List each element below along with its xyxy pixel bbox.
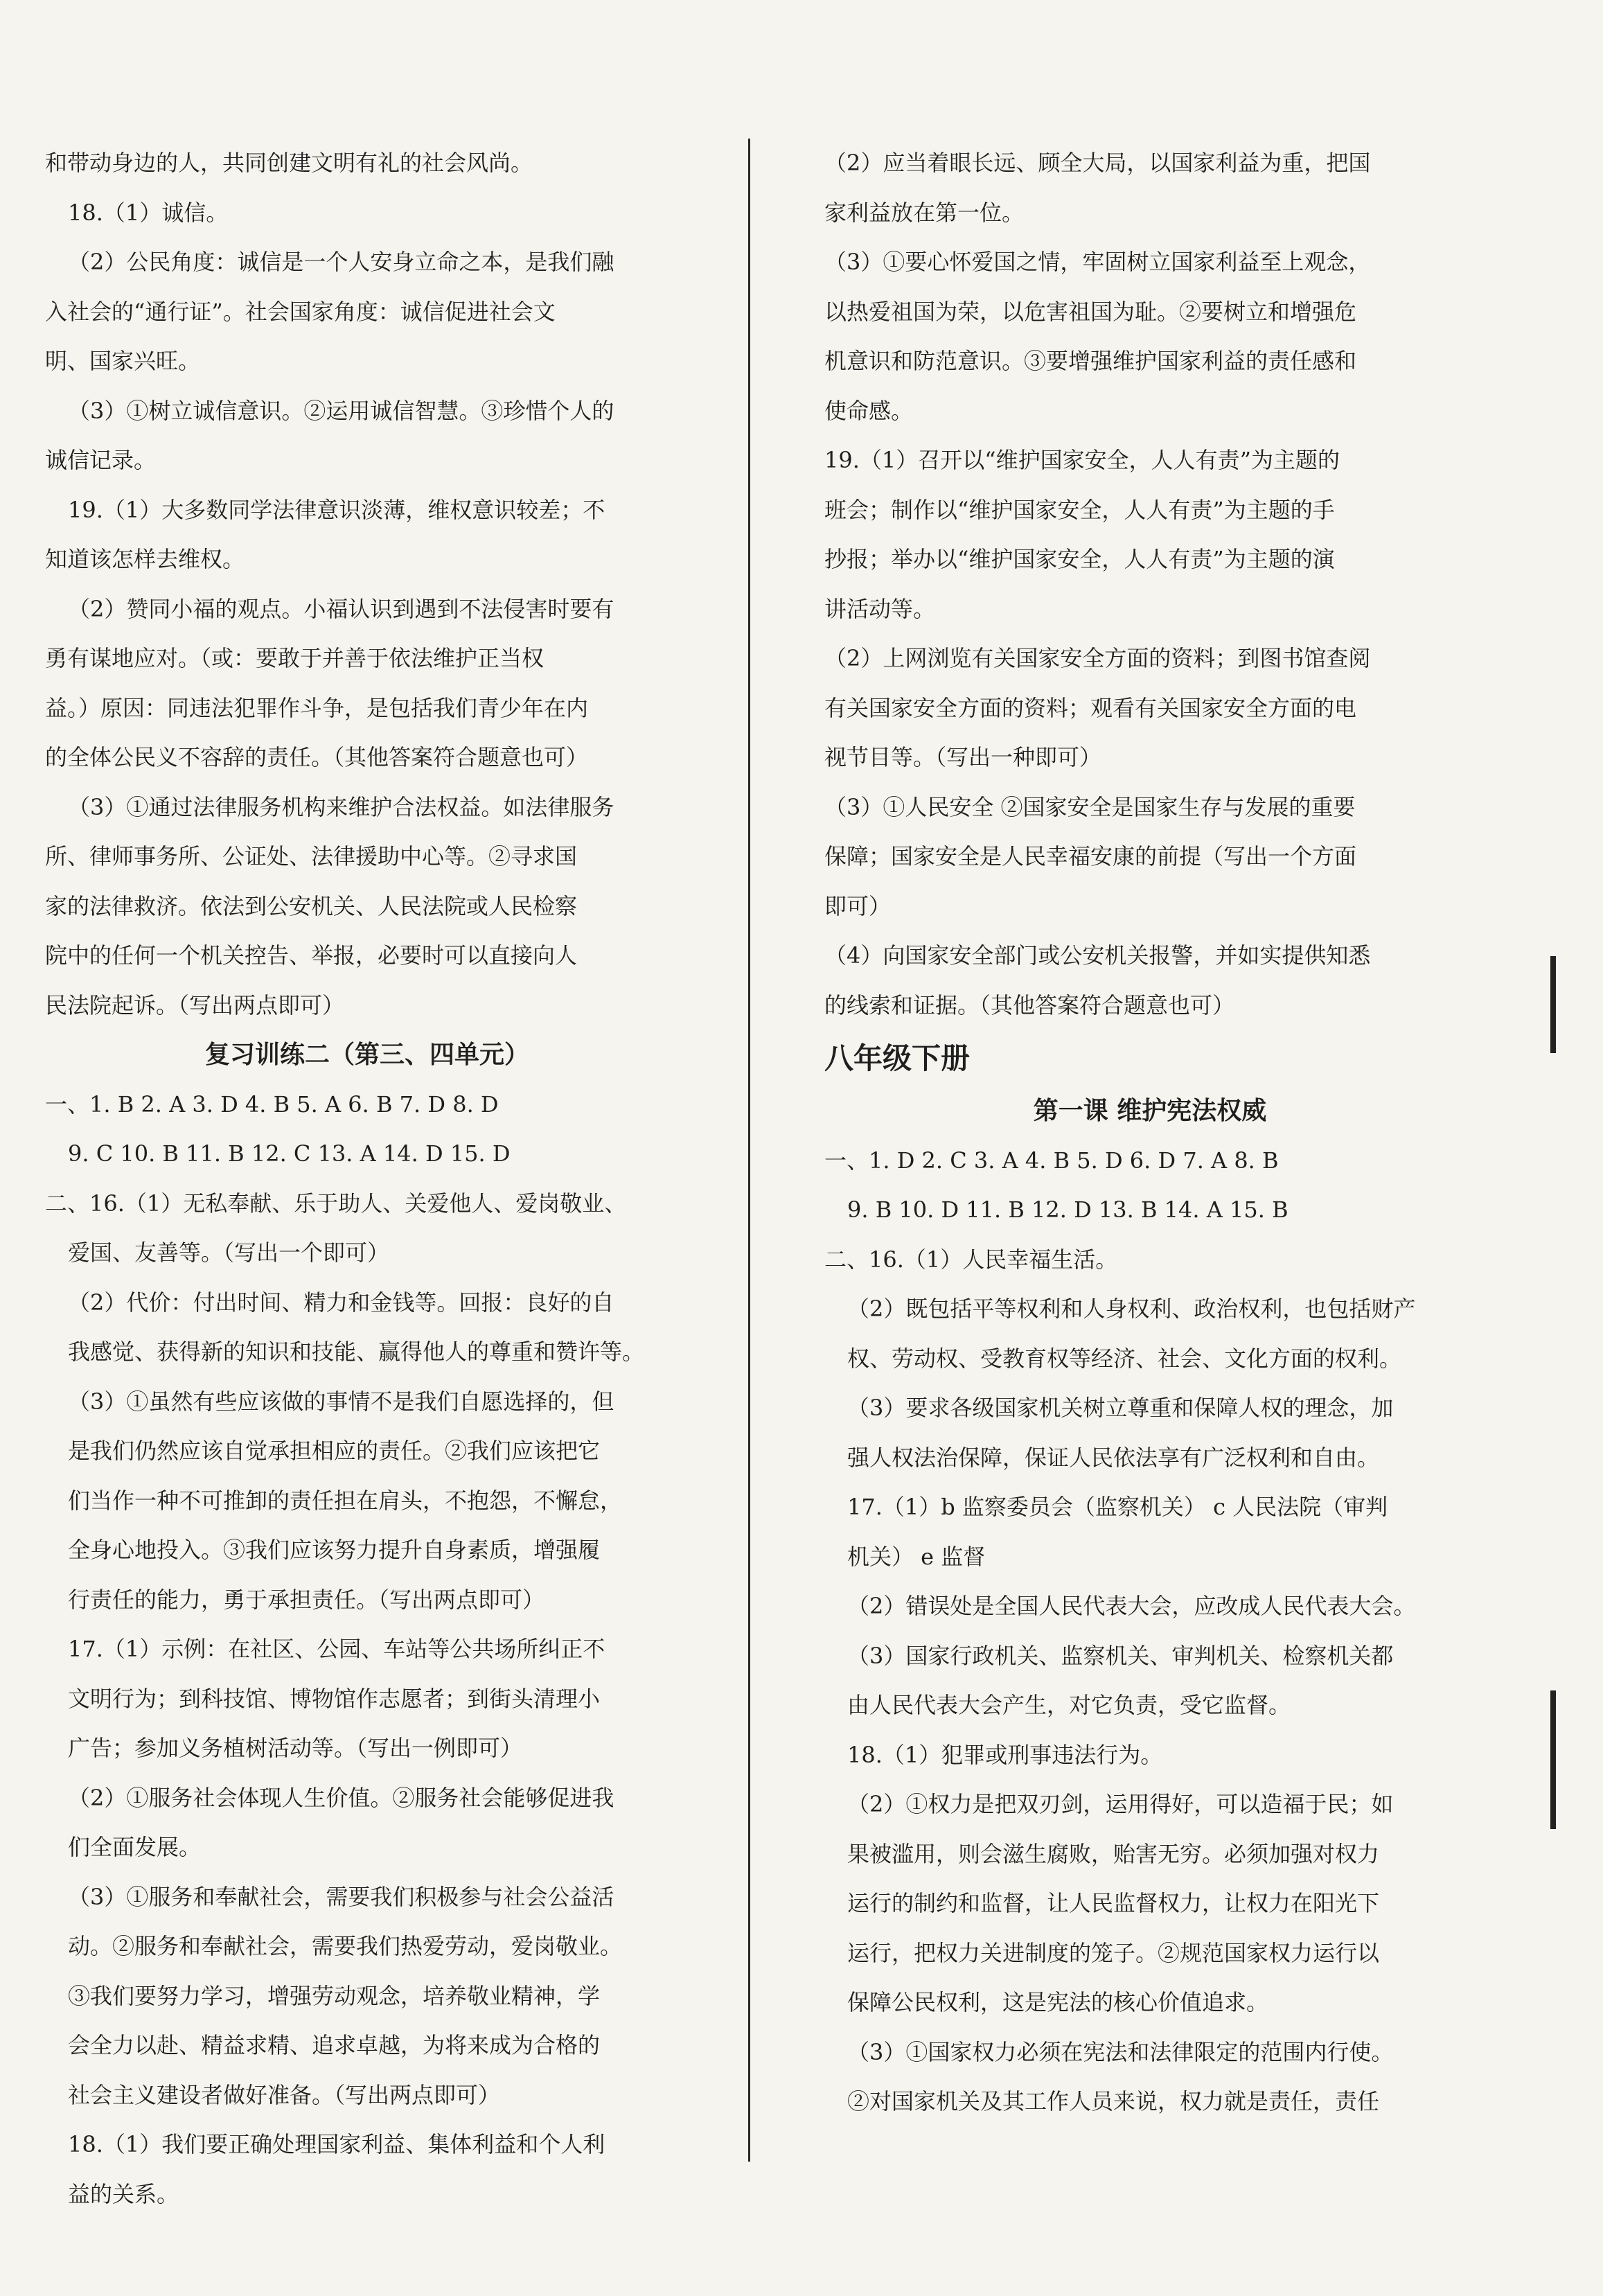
left-text-line: 17.（1）示例：在社区、公园、车站等公共场所纠正不 [68, 1636, 605, 1662]
left-text-line: （2）赞同小福的观点。小福认识到遇到不法侵害时要有 [68, 595, 614, 622]
left-text-line: （2）公民角度：诚信是一个人安身立命之本，是我们融 [68, 249, 614, 275]
left-text-line: （3）①服务和奉献社会，需要我们积极参与社会公益活 [68, 1883, 614, 1910]
left-text-line: （3）①通过法律服务机构来维护合法权益。如法律服务 [68, 793, 614, 820]
right-text-line: 保障；国家安全是人民幸福安康的前提（写出一个方面 [824, 843, 1357, 869]
right-column [824, 139, 1476, 2127]
right-text-line: 保障公民权利，这是宪法的核心价值追求。 [847, 1989, 1269, 2015]
column-divider [748, 139, 750, 2162]
right-section-heading: 第一课 维护宪法权威 [1033, 1097, 1267, 1125]
left-text-line: 18.（1）我们要正确处理国家利益、集体利益和个人利 [68, 2131, 605, 2157]
right-text-line: ②对国家机关及其工作人员来说，权力就是责任，责任 [847, 2088, 1380, 2114]
right-grade-heading: 八年级下册 [824, 1041, 971, 1075]
left-text-line: 社会主义建设者做好准备。（写出两点即可） [68, 2081, 501, 2108]
right-text-line: （2）既包括平等权利和人身权利、政治权利，也包括财产 [847, 1296, 1416, 1322]
left-text-line: 益。）原因：同违法犯罪作斗争，是包括我们青少年在内 [45, 694, 589, 721]
right-text-line: 机意识和防范意识。③要增强维护国家利益的责任感和 [824, 348, 1357, 374]
right-text-line: 果被滥用，则会滋生腐败，贻害无穷。必须加强对权力 [847, 1840, 1380, 1867]
left-text-line: （3）①虽然有些应该做的事情不是我们自愿选择的，但 [68, 1388, 614, 1415]
scan-edge-mark [1550, 1690, 1556, 1829]
left-text-line: 和带动身边的人，共同创建文明有礼的社会风尚。 [45, 150, 533, 176]
right-text-line: 一、1. D 2. C 3. A 4. B 5. D 6. D 7. A 8. B [824, 1147, 1279, 1174]
right-text-line: 二、16.（1）人民幸福生活。 [824, 1246, 1118, 1273]
right-text-line: 17.（1）b 监察委员会（监察机关） c 人民法院（审判 [847, 1494, 1388, 1520]
left-text-line: 19.（1）大多数同学法律意识淡薄，维权意识较差；不 [68, 496, 605, 523]
right-text-line: 抄报；举办以“维护国家安全，人人有责”为主题的演 [824, 546, 1335, 572]
right-text-line: （3）要求各级国家机关树立尊重和保障人权的理念，加 [847, 1395, 1394, 1421]
left-text-line: 一、1. B 2. A 3. D 4. B 5. A 6. B 7. D 8. D [45, 1090, 499, 1118]
left-text-line: 9. C 10. B 11. B 12. C 13. A 14. D 15. D [68, 1140, 511, 1167]
left-text-line: 们全面发展。 [68, 1834, 202, 1860]
left-text-line: 是我们仍然应该自觉承担相应的责任。②我们应该把它 [68, 1438, 601, 1464]
left-text-line: 动。②服务和奉献社会，需要我们热爱劳动，爱岗敬业。 [68, 1933, 623, 1959]
left-text-line: 文明行为；到科技馆、博物馆作志愿者；到街头清理小 [68, 1685, 601, 1712]
left-section-heading: 复习训练二（第三、四单元） [204, 1041, 529, 1069]
left-text-line: 二、16.（1）无私奉献、乐于助人、关爱他人、爱岗敬业、 [45, 1190, 627, 1217]
left-text-line: 全身心地投入。③我们应该努力提升自身素质，增强履 [68, 1537, 601, 1563]
left-column [45, 139, 689, 2219]
left-text-line: 们当作一种不可推卸的责任担在肩头，不抱怨，不懈怠， [68, 1487, 623, 1514]
right-text-line: 18.（1）犯罪或刑事违法行为。 [847, 1741, 1163, 1768]
left-text-line: （2）代价：付出时间、精力和金钱等。回报：良好的自 [68, 1289, 614, 1316]
right-text-line: 机关） e 监督 [847, 1543, 986, 1570]
left-text-line: 勇有谋地应对。（或：要敢于并善于依法维护正当权 [45, 645, 544, 671]
left-text-line: （2）①服务社会体现人生价值。②服务社会能够促进我 [68, 1784, 614, 1811]
right-text-line: （3）①要心怀爱国之情，牢固树立国家利益至上观念， [824, 249, 1371, 275]
right-text-line: （3）国家行政机关、监察机关、审判机关、检察机关都 [847, 1642, 1394, 1669]
right-text-line: 运行，把权力关进制度的笼子。②规范国家权力运行以 [847, 1939, 1380, 1966]
right-text-line: 班会；制作以“维护国家安全，人人有责”为主题的手 [824, 496, 1335, 523]
right-text-line: 讲活动等。 [824, 595, 936, 622]
left-text-line: ③我们要努力学习，增强劳动观念，培养敬业精神，学 [68, 1982, 601, 2009]
left-text-line: 入社会的“通行证”。社会国家角度：诚信促进社会文 [45, 298, 556, 325]
left-text-line: 所、律师事务所、公证处、法律援助中心等。②寻求国 [45, 843, 578, 869]
right-text-line: 运行的制约和监督，让人民监督权力，让权力在阳光下 [847, 1890, 1380, 1916]
left-text-line: 行责任的能力，勇于承担责任。（写出两点即可） [68, 1586, 545, 1613]
left-text-line: 益的关系。 [68, 2180, 179, 2207]
right-text-line: （3）①人民安全 ②国家安全是国家生存与发展的重要 [824, 793, 1356, 820]
left-text-line: （3）①树立诚信意识。②运用诚信智慧。③珍惜个人的 [68, 397, 614, 424]
right-text-line: 强人权法治保障，保证人民依法享有广泛权利和自由。 [847, 1444, 1380, 1471]
right-text-line: （4）向国家安全部门或公安机关报警，并如实提供知悉 [824, 942, 1371, 969]
right-text-line: （3）①国家权力必须在宪法和法律限定的范围内行使。 [847, 2038, 1394, 2065]
right-text-line: （2）应当着眼长远、顾全大局，以国家利益为重，把国 [824, 150, 1371, 176]
left-text-line: 广告；参加义务植树活动等。（写出一例即可） [68, 1735, 523, 1761]
left-text-line: 知道该怎样去维权。 [45, 546, 245, 572]
left-text-line: 会全力以赴、精益求精、追求卓越，为将来成为合格的 [68, 2032, 601, 2058]
right-text-line: 家利益放在第一位。 [824, 199, 1025, 226]
right-text-line: （2）错误处是全国人民代表大会，应改成人民代表大会。 [847, 1593, 1416, 1619]
left-text-line: 我感觉、获得新的知识和技能、赢得他人的尊重和赞许等。 [68, 1339, 645, 1365]
right-text-line: 即可） [824, 892, 892, 919]
right-text-line: （2）①权力是把双刃剑，运用得好，可以造福于民；如 [847, 1791, 1394, 1817]
right-text-line: 视节目等。（写出一种即可） [824, 744, 1102, 770]
right-text-line: 的线索和证据。（其他答案符合题意也可） [824, 991, 1235, 1018]
right-text-line: （2）上网浏览有关国家安全方面的资料；到图书馆查阅 [824, 645, 1371, 671]
right-text-line: 9. B 10. D 11. B 12. D 13. B 14. A 15. B [847, 1196, 1288, 1223]
right-text-line: 有关国家安全方面的资料；观看有关国家安全方面的电 [824, 694, 1357, 721]
right-text-line: 权、劳动权、受教育权等经济、社会、文化方面的权利。 [847, 1345, 1402, 1372]
left-text-line: 明、国家兴旺。 [45, 348, 201, 374]
scan-edge-mark [1550, 956, 1556, 1053]
right-text-line: 19.（1）召开以“维护国家安全，人人有责”为主题的 [824, 447, 1340, 473]
left-text-line: 诚信记录。 [45, 447, 157, 473]
left-text-line: 的全体公民义不容辞的责任。（其他答案符合题意也可） [45, 744, 589, 770]
right-text-line: 以热爱祖国为荣，以危害祖国为耻。②要树立和增强危 [824, 298, 1357, 325]
left-text-line: 院中的任何一个机关控告、举报，必要时可以直接向人 [45, 942, 578, 969]
right-text-line: 使命感。 [824, 397, 914, 424]
right-text-line: 由人民代表大会产生，对它负责，受它监督。 [847, 1692, 1291, 1718]
left-text-line: 家的法律救济。依法到公安机关、人民法院或人民检察 [45, 892, 578, 919]
left-text-line: 民法院起诉。（写出两点即可） [45, 991, 345, 1018]
left-text-line: 爱国、友善等。（写出一个即可） [68, 1239, 390, 1266]
left-text-line: 18.（1）诚信。 [68, 199, 229, 226]
